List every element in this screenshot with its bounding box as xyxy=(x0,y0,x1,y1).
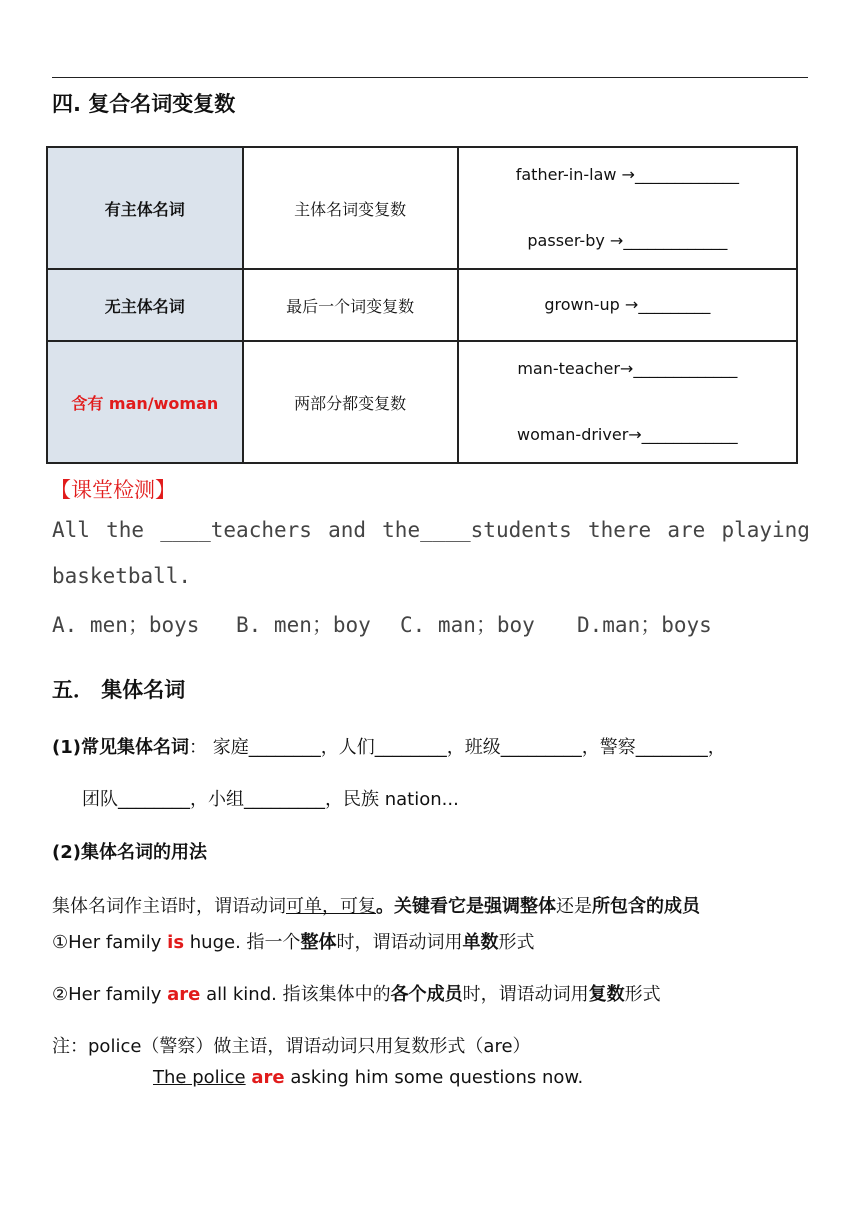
example-text: father-in-law →_____________ xyxy=(515,165,739,184)
question-word: ____teachers xyxy=(160,518,312,542)
category-cell: 无主体名词 xyxy=(47,269,243,341)
example-text: 形式 xyxy=(498,932,535,953)
example-text: ②Her family xyxy=(52,984,168,1005)
note: 注：police（警察）做主语，谓语动词只用复数形式（are） xyxy=(52,1036,531,1057)
example-text: 时，谓语动词用 xyxy=(336,932,463,953)
verb-highlight: are xyxy=(251,1067,285,1088)
rule-part: 集体名词作主语时，谓语动词 xyxy=(52,896,286,917)
table-row xyxy=(47,269,797,341)
example-text: 形式 xyxy=(624,984,661,1005)
rule-line xyxy=(52,892,700,918)
example-text: ①Her family xyxy=(52,932,168,953)
rule-part: 。关键看它是强调 xyxy=(376,896,520,917)
question-word: and xyxy=(328,518,366,542)
example-2 xyxy=(52,980,661,1006)
verb-highlight: are xyxy=(167,984,201,1005)
example-emph: 单数 xyxy=(462,932,499,953)
rule-emph: 所包含的成员 xyxy=(592,896,700,917)
question-word: the____students xyxy=(382,518,572,542)
rule-underlined: 可单，可复 xyxy=(286,896,376,917)
p1-label: (1)常见集体名词 xyxy=(52,737,189,758)
p1-text: ： 家庭________，人们________，班级_________，警察________， xyxy=(188,737,726,758)
rule-emph: 整体 xyxy=(520,896,556,917)
option-d: D.man；boys xyxy=(577,613,712,637)
example-1 xyxy=(52,928,535,954)
option-b: B. men；boy xyxy=(236,613,371,637)
example-text: grown-up →_________ xyxy=(544,295,711,314)
table-row xyxy=(47,147,797,269)
verb-highlight: is xyxy=(167,932,185,953)
section4-heading: 四. 复合名词变复数 xyxy=(52,92,236,116)
example-cell xyxy=(458,269,797,341)
top-rule xyxy=(52,77,808,78)
question-line-1 xyxy=(52,518,810,542)
check-label: 【课堂检测】 xyxy=(50,478,176,502)
category-cell: 含有 man/woman xyxy=(47,341,243,463)
p1-line-1 xyxy=(52,733,726,759)
question-word: the xyxy=(106,518,145,542)
option-c: C. man；boy xyxy=(400,613,535,637)
question-word: playing xyxy=(721,518,810,542)
compound-noun-table xyxy=(46,146,798,464)
category-cell: 有主体名词 xyxy=(47,147,243,269)
example-cell xyxy=(458,341,797,463)
example-text: man-teacher→_____________ xyxy=(517,359,738,378)
example-text: all kind. 指该集体中的 xyxy=(200,984,391,1005)
example-emph: 复数 xyxy=(588,984,625,1005)
question-word: there xyxy=(587,518,652,542)
p1-line-2: 团队________，小组_________，民族 nation... xyxy=(82,789,459,810)
note-text: asking him some questions now. xyxy=(284,1067,584,1088)
rule-cell: 最后一个词变复数 xyxy=(243,269,458,341)
question-line-2: basketball. xyxy=(52,564,192,588)
question-word: All xyxy=(52,518,90,542)
example-emph: 各个成员 xyxy=(390,984,463,1005)
example-cell xyxy=(458,147,797,269)
note-subject: The police xyxy=(153,1067,246,1088)
rule-part: 还是 xyxy=(556,896,592,917)
section5-heading: 五． 集体名词 xyxy=(52,678,186,702)
rule-cell: 主体名词变复数 xyxy=(243,147,458,269)
option-a: A. men；boys xyxy=(52,613,200,637)
p2-heading: (2)集体名词的用法 xyxy=(52,842,207,863)
question-word: are xyxy=(667,518,706,542)
note-example xyxy=(153,1067,583,1088)
rule-cell: 两部分都变复数 xyxy=(243,341,458,463)
example-text: huge. 指一个 xyxy=(184,932,301,953)
example-text: passer-by →_____________ xyxy=(527,231,728,250)
example-emph: 整体 xyxy=(300,932,337,953)
example-text: woman-driver→____________ xyxy=(517,425,738,444)
example-text: 时，谓语动词用 xyxy=(462,984,589,1005)
table-row xyxy=(47,341,797,463)
